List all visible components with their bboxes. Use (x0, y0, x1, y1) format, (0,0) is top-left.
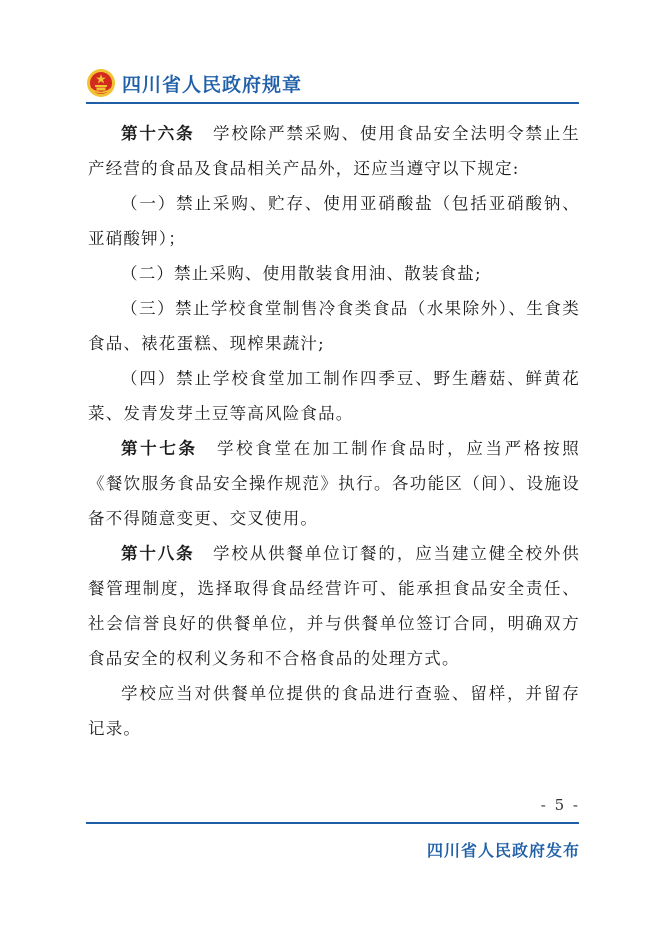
article-label: 第十八条 (121, 544, 195, 563)
paragraph-text: 学校从供餐单位订餐的，应当建立健全校外供餐管理制度，选择取得食品经营许可、能承担食品安全责任、社会信誉良好的供餐单位，并与供餐单位签订合同，明确双方食品安全的权利义务和不合格食品的处理方式。 (88, 544, 581, 668)
paragraph-text: （三）禁止学校食堂制售冷食类食品（水果除外）、生食类食品、裱花蛋糕、现榨果蔬汁; (88, 299, 580, 353)
article-paragraph (88, 116, 580, 186)
national-emblem-icon (86, 68, 116, 98)
clause-paragraph (88, 291, 580, 361)
article-paragraph (88, 431, 580, 536)
paragraph-text: 学校除严禁采购、使用食品安全法明令禁止生产经营的食品及食品相关产品外，还应当遵守以下规定: (88, 124, 581, 178)
clause-paragraph (88, 256, 580, 291)
footer-divider (86, 822, 579, 824)
paragraph-text: 学校应当对供餐单位提供的食品进行查验、留样，并留存记录。 (88, 684, 580, 738)
header-title: 四川省人民政府规章 (122, 73, 303, 96)
footer-publisher: 四川省人民政府发布 (426, 841, 580, 860)
header-divider (86, 102, 579, 104)
article-label: 第十六条 (121, 124, 195, 143)
document-body (88, 116, 580, 746)
paragraph-text: （一）禁止采购、贮存、使用亚硝酸盐（包括亚硝酸钠、亚硝酸钾）； (88, 194, 580, 248)
page-number: - 5 - (540, 796, 580, 814)
paragraph-text: （四）禁止学校食堂加工制作四季豆、野生蘑菇、鲜黄花菜、发青发芽土豆等高风险食品。 (88, 369, 580, 423)
clause-paragraph (88, 186, 580, 256)
article-paragraph (88, 536, 580, 676)
clause-paragraph (88, 676, 580, 746)
article-label: 第十七条 (121, 439, 198, 458)
paragraph-text: 学校食堂在加工制作食品时，应当严格按照《餐饮服务食品安全操作规范》执行。各功能区（间）、设施设备不得随意变更、交叉使用。 (88, 439, 580, 528)
paragraph-text: （二）禁止采购、使用散装食用油、散装食盐; (121, 264, 482, 283)
page-header (86, 66, 586, 100)
clause-paragraph (88, 361, 580, 431)
